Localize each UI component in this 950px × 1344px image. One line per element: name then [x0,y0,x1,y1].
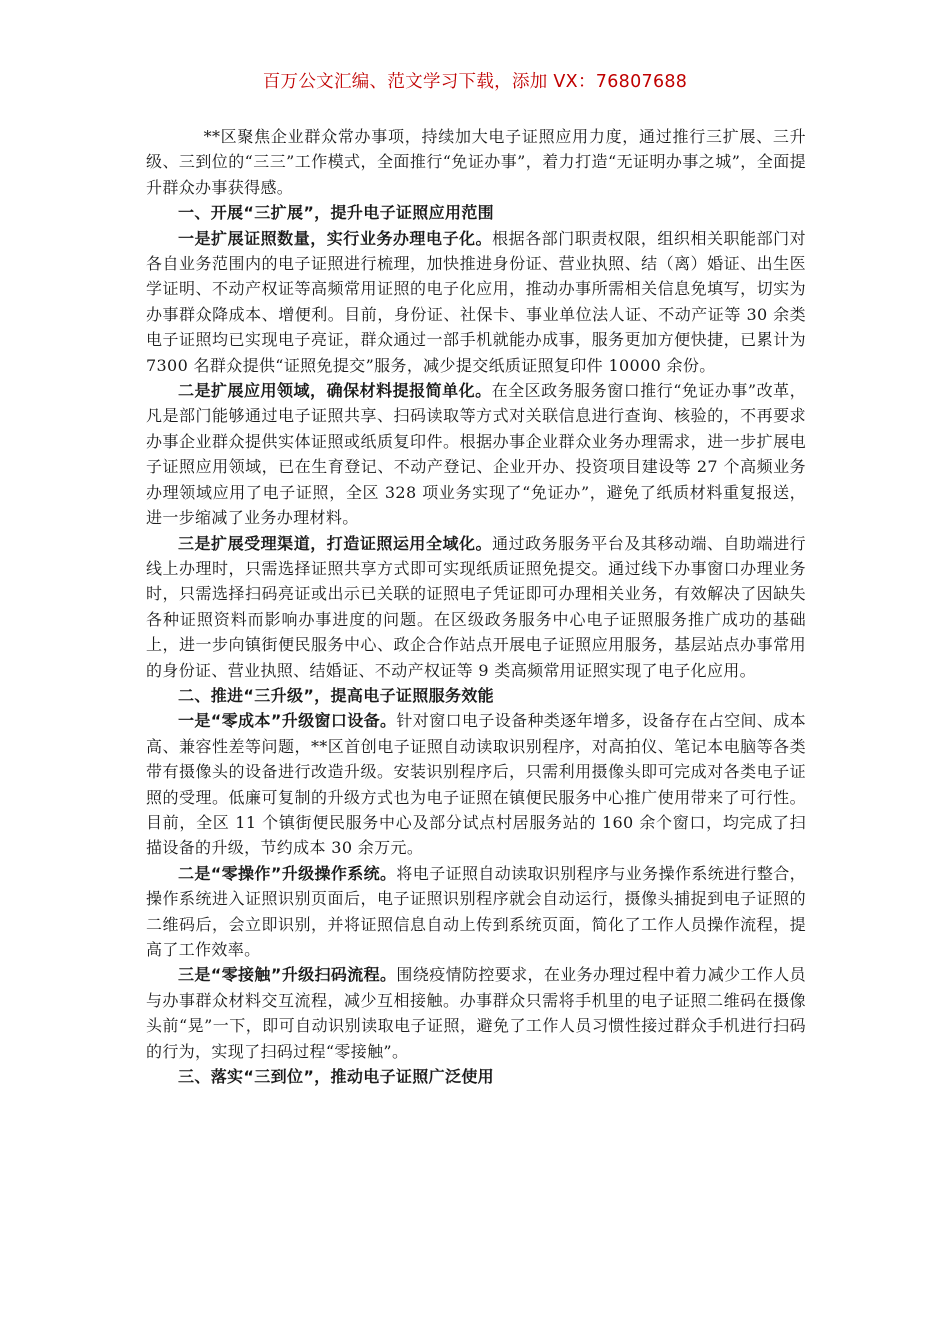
item-lead: 一是扩展证照数量，实行业务办理电子化。 [178,228,493,248]
item-lead: 三是扩展受理渠道，打造证照运用全域化。 [178,533,493,553]
section-1-item-2 [146,378,806,530]
item-lead: 三是“零接触”升级扫码流程。 [178,965,397,985]
section-2-item-3 [146,962,806,1064]
item-text: 在全区政务服务窗口推行“免证办事”改革，凡是部门能够通过电子证照共享、扫码读取等方式对关联信息进行查询、核验的，不再要求办事企业群众提供实体证照或纸质复印件。根据办事企业群众业务办理需求，进一步扩展电子证照应用领域，已在生育登记、不动产登记、企业开办、投资项目建设等 27 个高频业务办理领域应用了电子证照，全区 328 项业务实现了“免证办”，避免了纸质材料重复报送，进一步缩减了业务办理材料。 [146,381,806,528]
item-text: 针对窗口电子设备种类逐年增多，设备存在占空间、成本高、兼容性差等问题，**区首创电子证照自动读取识别程序，对高拍仪、笔记本电脑等各类带有摄像头的设备进行改造升级。安装识别程序后，只需利用摄像头即可完成对各类电子证照的受理。低廉可复制的升级方式也为电子证照在镇便民服务中心推广使用带来了可行性。目前，全区 11 个镇街便民服务中心及部分试点村居服务站的 160 余个窗口，均完成了扫描设备的升级，节约成本 30 余万元。 [146,711,806,858]
section-3-heading: 三、落实“三到位”，推动电子证照广泛使用 [178,1067,495,1087]
document-body [146,124,806,1089]
item-lead: 二是“零操作”升级操作系统。 [178,863,397,883]
item-lead: 一是“零成本”升级窗口设备。 [178,711,397,731]
section-2-heading: 二、推进“三升级”，提高电子证照服务效能 [178,685,495,705]
item-text: 围绕疫情防控要求，在业务办理过程中着力减少工作人员与办事群众材料交互流程，减少互相接触。办事群众只需将手机里的电子证照二维码在摄像头前“晃”一下，即可自动识别读取电子证照，避免了工作人员习惯性接过群众手机进行扫码的行为，实现了扫码过程“零接触”。 [146,965,806,1061]
item-text: 根据各部门职责权限，组织相关职能部门对各自业务范围内的电子证照进行梳理，加快推进身份证、营业执照、结（离）婚证、出生医学证明、不动产权证等高频常用证照的电子化应用，推动办事所需相关信息免填写，切实为办事群众降成本、增便利。目前，身份证、社保卡、事业单位法人证、不动产证等 30 余类电子证照均已实现电子亮证，群众通过一部手机就能办成事，服务更加方便快捷，已累计为 7300 名群众提供“证照免提交”服务，减少提交纸质证照复印件 10000 余份。 [146,228,806,375]
item-text: 将电子证照自动读取识别程序与业务操作系统进行整合，操作系统进入证照识别页面后，电子证照识别程序就会自动运行，摄像头捕捉到电子证照的二维码后，会立即识别，并将证照信息自动上传到系统页面，简化了工作人员操作流程，提高了工作效率。 [146,863,806,959]
item-lead: 二是扩展应用领域，确保材料提报简单化。 [178,381,492,401]
section-1-item-3 [146,531,806,683]
section-2-item-1 [146,708,806,860]
section-2-item-2 [146,861,806,963]
section-1-item-1 [146,226,806,378]
section-1-heading: 一、开展“三扩展”，提升电子证照应用范围 [178,203,495,223]
document-banner: 百万公文汇编、范文学习下载，添加 VX：76807688 [262,72,688,92]
item-text: 通过政务服务平台及其移动端、自助端进行线上办理时，只需选择证照共享方式即可实现纸质证照免提交。通过线下办事窗口办理业务时，只需选择扫码亮证或出示已关联的证照电子凭证即可办理相关业务，有效解决了因缺失各种证照资料而影响办事进度的问题。在区级政务服务中心电子证照服务推广成功的基础上，进一步向镇街便民服务中心、政企合作站点开展电子证照应用服务，基层站点办事常用的身份证、营业执照、结婚证、不动产权证等 9 类高频常用证照实现了电子化应用。 [146,533,806,680]
intro-paragraph: **区聚焦企业群众常办事项，持续加大电子证照应用力度，通过推行三扩展、三升级、三到位的“三三”工作模式，全面推行“免证办事”，着力打造“无证明办事之城”，全面提升群众办事获得感。 [146,127,806,197]
